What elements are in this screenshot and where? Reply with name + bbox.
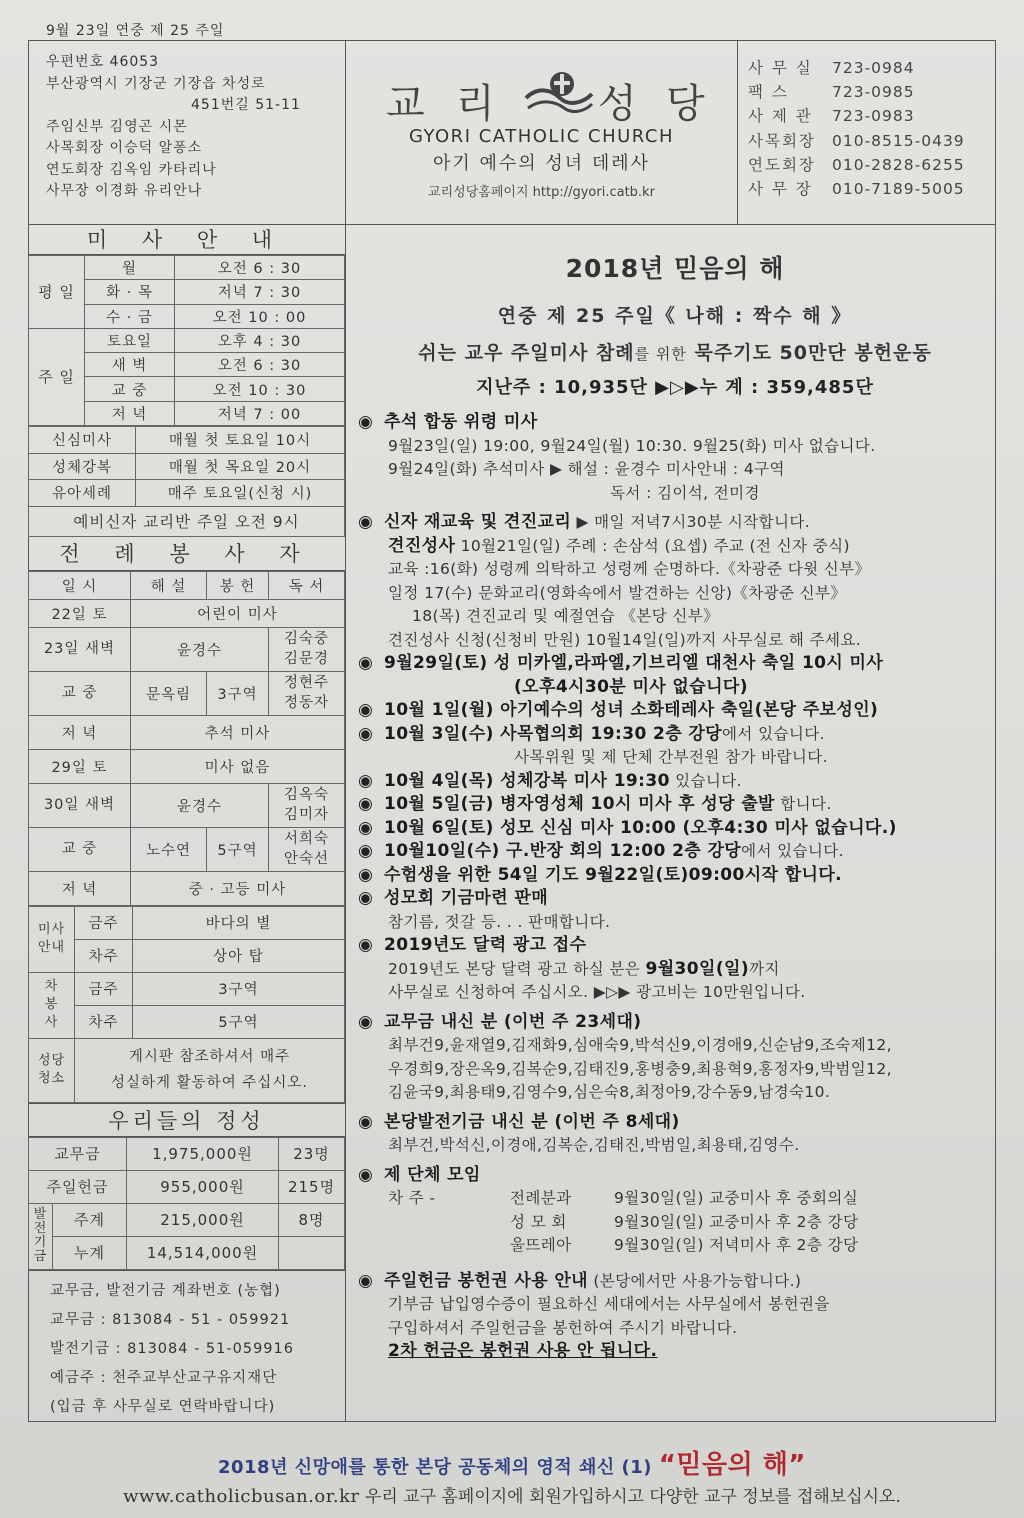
meeting-row	[358, 1211, 996, 1235]
table-row	[29, 328, 345, 352]
footer-theme-highlight: “믿음의 해”	[658, 1450, 806, 1480]
notice-heading	[358, 411, 996, 435]
commentator-cell: 노수연	[131, 827, 207, 871]
notice-title: 10월 3일(수) 사목협의회 19:30 2층 강당	[384, 723, 723, 744]
reader-cell	[269, 827, 345, 871]
notice-text: 까지	[749, 959, 780, 978]
liturgy-servers-table	[28, 571, 345, 906]
notice-heading	[358, 817, 996, 841]
cross-dove-icon	[522, 68, 594, 120]
notice-text: 사목위원 및 제 단체 간부전원 참가 바랍니다.	[514, 748, 829, 766]
notice-text: 견진성사 신청(신청비 만원) 10월14일(일)까지 사무실로 해 주세요.	[388, 630, 862, 649]
bank-line: 예금주 : 천주교부산교구유지재단	[50, 1369, 278, 1386]
notice-heading	[358, 864, 996, 888]
notice-title: 수험생을 위한 54일 기도 9월22일(토)09:00시작 합니다.	[384, 864, 843, 885]
mass-schedule-table	[28, 255, 345, 426]
campaign-part: 를 위한	[634, 345, 687, 363]
date-cell: 23일 새벽	[29, 627, 131, 671]
week-cell: 금주	[75, 906, 133, 939]
catechumen-class: 예비신자 교리반 주일 오전 9시	[29, 506, 345, 536]
rosary-count: 지난주 : 10,935단 ▶▷▶누 계 : 359,485단	[476, 377, 874, 398]
reader-cell	[269, 671, 345, 715]
notice-text: 에서 있습니다.	[722, 724, 825, 743]
time-cell: 오전 10 : 30	[175, 377, 345, 401]
contact-row	[748, 80, 996, 104]
notice-text	[358, 958, 996, 982]
group-cell: 상아 탑	[133, 939, 345, 972]
office-manager: 사무장 이경화 유리안나	[46, 183, 203, 199]
reader-name: 안숙선	[283, 851, 330, 868]
notice-title: 신자 재교육 및 견진교리	[384, 512, 572, 532]
commentator-cell: 윤경수	[131, 783, 269, 827]
logo-char-2: 리	[456, 81, 495, 127]
liturgy-servers-title: 전 례 봉 사 자	[28, 537, 345, 571]
note-cell: 추석 미사	[131, 715, 345, 749]
notice-text: 18(목) 견진교리 및 예절연습 《본당 신부》	[412, 607, 720, 625]
cleaning-text: 성실하게 활동하여 주십시오.	[111, 1075, 308, 1092]
homepage-link[interactable]: 교리성당홈페이지 http://gyori.catb.kr	[428, 185, 655, 200]
duty-table	[28, 906, 345, 1103]
bullet-icon: ◉	[358, 888, 374, 908]
offering-count: 23명	[279, 1137, 345, 1170]
meeting-group: 울뜨레아	[510, 1236, 572, 1254]
table-row	[29, 1038, 345, 1102]
group-cell: 바다의 별	[133, 906, 345, 939]
offertory-cell: 3구역	[207, 671, 269, 715]
special-mass-label: 성체강복	[29, 453, 136, 480]
commentator-cell: 문옥림	[131, 671, 207, 715]
contact-number: 723-0983	[832, 107, 915, 126]
offering-label: 교무금	[29, 1137, 127, 1170]
bank-line: 발전기금 : 813084 - 51-059916	[50, 1340, 294, 1357]
bank-line: 교무금 : 813084 - 51 - 059921	[50, 1311, 291, 1328]
logo-char-3: 성	[598, 81, 637, 127]
footer-diocese	[0, 1482, 1024, 1507]
notice-title: 10월 1일(월) 아기예수의 성녀 소화테레사 축일(본당 주보성인)	[384, 700, 879, 720]
church-info	[28, 40, 346, 225]
note-cell: 어린이 미사	[131, 599, 345, 627]
weekday-label: 평 일	[29, 256, 85, 329]
offering-count: 8명	[279, 1203, 345, 1236]
day-cell: 저 녁	[85, 401, 175, 425]
offering-table	[28, 1137, 345, 1270]
notice-heading	[358, 793, 996, 817]
notice-text: ▶ 매일 저녁7시30분 시작합니다.	[571, 513, 811, 531]
notice-title: 제 단체 모임	[384, 1164, 481, 1185]
table-row	[29, 571, 345, 599]
date-cell: 30일 새벽	[29, 783, 131, 827]
date-cell: 22일 토	[29, 599, 131, 627]
table-row	[29, 1005, 345, 1038]
liturgical-week: 연중 제 25 주일《 나해 : 짝수 해 》	[497, 305, 853, 327]
meeting-time: 9월30일(일) 저녁미사 후 2층 강당	[614, 1236, 859, 1254]
notice-heading	[358, 1164, 996, 1188]
table-row	[29, 480, 345, 507]
meeting-row	[358, 1234, 996, 1258]
day-cell: 화 · 목	[85, 280, 175, 304]
day-cell: 수 · 금	[85, 304, 175, 328]
reader-name: 서희숙	[283, 831, 330, 848]
footer-theme	[0, 1444, 1024, 1481]
notice-title: 9월29일(토) 성 미카엘,라파엘,기브리엘 대천사 축일 10시 미사	[384, 653, 884, 673]
reader-name: 김옥숙	[283, 787, 330, 804]
bullet-icon: ◉	[358, 700, 374, 720]
notice-heading	[358, 1270, 996, 1294]
notice-text	[358, 535, 996, 559]
bullet-icon: ◉	[358, 723, 374, 744]
notice-title: 본당발전기금 내신 분 (이번 주 8세대)	[384, 1111, 680, 1132]
contact-row	[748, 129, 996, 153]
offertory-cell: 5구역	[207, 827, 269, 871]
time-cell: 저녁 7 : 30	[175, 280, 345, 304]
yeondo-president: 연도회장 김옥임 카타리나	[46, 161, 217, 178]
day-cell: 토요일	[85, 328, 175, 352]
pastor: 주임신부 김영곤 시몬	[46, 118, 188, 135]
notice-heading	[358, 652, 996, 676]
bullet-icon: ◉	[358, 1270, 374, 1291]
meeting-group: 전례분과	[510, 1189, 572, 1207]
notice-text: 에서 있습니다.	[741, 842, 844, 860]
offering-amount: 1,975,000원	[127, 1137, 279, 1170]
table-row	[29, 427, 345, 454]
notice-emphasis: 9월30일(일)	[645, 958, 749, 979]
footer-theme-text: 2018년 신망애를 통한 본당 공동체의 영적 쇄신 (1)	[217, 1457, 659, 1478]
main-column	[346, 225, 996, 1422]
table-row	[29, 939, 345, 972]
table-row	[29, 453, 345, 480]
bullet-icon: ◉	[358, 1111, 374, 1132]
bullet-icon: ◉	[358, 864, 374, 885]
contact-list	[738, 40, 996, 225]
cleaning-note	[75, 1038, 345, 1102]
diocese-url-link[interactable]: www.catholicbusan.or.kr	[123, 1486, 360, 1507]
offering-label: 주일헌금	[29, 1170, 127, 1203]
footer-diocese-text: 우리 교구 홈페이지에 회원가입하시고 다양한 교구 정보를 접해보십시오.	[359, 1487, 901, 1507]
table-row	[29, 871, 345, 905]
contact-row	[748, 104, 996, 128]
day-cell: 교 중	[85, 377, 175, 401]
patron-saint: 아기 예수의 성녀 데레사	[432, 153, 651, 174]
contact-label: 사 무 실	[748, 59, 813, 77]
day-cell: 새 벽	[85, 353, 175, 377]
mass-guide-label: 미사 안내	[29, 906, 75, 972]
notice-text: 2019년도 본당 달력 광고 하실 분은	[388, 959, 646, 978]
notice-text: 최부건,박석신,이경애,김복순,김태진,박범일,최용태,김영수.	[388, 1136, 800, 1154]
year-theme-title: 2018년 믿음의 해	[565, 254, 785, 283]
date-cell: 교 중	[29, 827, 131, 871]
table-row	[29, 256, 345, 280]
meeting-time: 9월30일(일) 교중미사 후 중회의실	[614, 1189, 859, 1207]
campaign-part: 쉬는 교우 주일미사 참례	[418, 342, 635, 364]
offering-label: 주계	[53, 1203, 127, 1236]
reader-name: 정현주	[283, 675, 330, 692]
date-cell: 저 녁	[29, 715, 131, 749]
notice-title: 추석 합동 위령 미사	[384, 412, 538, 432]
notice-title: 성모회 기금마련 판매	[384, 888, 549, 908]
notice-text: 합니다.	[774, 795, 832, 813]
church-title	[346, 40, 738, 225]
week-cell: 차주	[75, 1005, 133, 1038]
notice-heading	[358, 723, 996, 747]
notice-heading	[358, 934, 996, 958]
contact-number: 723-0985	[832, 83, 915, 102]
notice-heading	[358, 770, 996, 794]
address-line1: 부산광역시 기장군 기장읍 차성로	[46, 75, 266, 92]
dateline: 9월 23일 연중 제 25 주일	[46, 23, 225, 39]
offering-amount: 955,000원	[127, 1170, 279, 1203]
special-mass-label: 신심미사	[29, 427, 136, 454]
english-name: GYORI CATHOLIC CHURCH	[408, 126, 675, 147]
bullet-icon: ◉	[358, 653, 374, 673]
commentator-cell: 윤경수	[131, 627, 269, 671]
special-mass-label: 유아세례	[29, 480, 136, 507]
offering-label: 누계	[53, 1236, 127, 1269]
table-row	[29, 1203, 345, 1236]
time-cell: 오후 4 : 30	[175, 328, 345, 352]
date-cell: 교 중	[29, 671, 131, 715]
bullet-icon: ◉	[358, 412, 374, 432]
offering-count: 215명	[279, 1170, 345, 1203]
reader-name: 김숙중	[283, 631, 330, 648]
column-header: 독 서	[269, 571, 345, 599]
table-row	[29, 827, 345, 871]
notice-text: 교육 :16(화) 성령께 의탁하고 성령께 순명하다.《차광준 다윗 신부》	[388, 560, 871, 578]
table-row	[29, 749, 345, 783]
table-row	[29, 627, 345, 671]
notice-text: 일정 17(수) 문화교리(영화속에서 발견하는 신앙)《차광준 신부》	[388, 583, 847, 602]
notice-heading	[358, 887, 996, 911]
postal-code: 우편번호 46053	[46, 54, 160, 70]
contact-row	[748, 56, 996, 80]
table-row	[29, 906, 345, 939]
week-cell: 차주	[75, 939, 133, 972]
address-line2: 451번길 51-11	[191, 97, 301, 113]
column-header: 봉 헌	[207, 571, 269, 599]
date-cell: 29일 토	[29, 749, 131, 783]
reader-name: 김문경	[283, 651, 330, 668]
mass-schedule-title: 미 사 안 내	[28, 225, 345, 255]
bullet-icon: ◉	[358, 794, 374, 814]
notice-text: 사무실로 신청하여 주십시오. ▶▷▶ 광고비는 10만원입니다.	[388, 983, 806, 1001]
contact-number: 010-2828-6255	[832, 155, 965, 174]
dev-fund-label: 발 전 기 금	[29, 1203, 53, 1269]
group-cell: 5구역	[133, 1005, 345, 1038]
notice-text: 기부금 납입영수증이 필요하신 세대에서는 사무실에서 봉헌권을	[388, 1295, 830, 1313]
contact-row	[748, 177, 996, 201]
time-cell: 저녁 7 : 00	[175, 401, 345, 425]
notice-text: 김윤국9,최용태9,김영수9,심은숙8,최정아9,강수동9,남경숙10.	[388, 1083, 831, 1101]
contact-label: 사 무 장	[748, 180, 813, 199]
council-president: 사목회장 이승덕 알퐁소	[46, 140, 203, 156]
notice-heading	[358, 840, 996, 864]
contact-label: 팩 스	[748, 83, 789, 102]
notice-list	[354, 411, 996, 1364]
sunday-label: 주 일	[29, 328, 85, 425]
notice-title: 10월10일(수) 구.반장 회의 12:00 2층 강당	[384, 841, 742, 861]
special-mass-time: 매월 첫 목요일 20시	[136, 453, 345, 480]
offering-amount: 215,000원	[127, 1203, 279, 1236]
bank-account-info	[28, 1270, 345, 1422]
notice-heading	[358, 1111, 996, 1135]
logo-char-4: 당	[666, 81, 705, 127]
notice-title: 교무금 내신 분 (이번 주 23세대)	[384, 1011, 642, 1032]
notice-text: 있습니다.	[669, 771, 742, 790]
reader-name: 김미자	[283, 807, 330, 824]
notice-title: 주일헌금 봉헌권 사용 안내	[384, 1270, 588, 1291]
offering-title: 우리들의 정성	[28, 1103, 345, 1137]
notice-text: 10월21일(일) 주례 : 손삼석 (요셉) 주교 (전 신자 중식)	[455, 536, 850, 555]
time-cell: 오전 6 : 30	[175, 353, 345, 377]
notice-text: 구입하셔서 주일헌금을 봉헌하여 주시기 바랍니다.	[388, 1318, 738, 1337]
table-row	[29, 715, 345, 749]
special-mass-time: 매월 첫 토요일 10시	[136, 427, 345, 454]
logo-char-1: 교	[386, 81, 425, 127]
note-cell: 중 · 고등 미사	[131, 871, 345, 905]
notice-heading	[358, 1011, 996, 1035]
group-cell: 3구역	[133, 972, 345, 1005]
table-row	[29, 506, 345, 536]
table-row	[29, 1170, 345, 1203]
tea-service-label: 차 봉사	[29, 972, 75, 1038]
rosary-campaign	[354, 338, 996, 365]
bank-line: 교무금, 발전기금 계좌번호 (농협)	[50, 1282, 281, 1299]
notice-heading	[358, 699, 996, 723]
contact-number: 010-8515-0439	[832, 131, 965, 150]
special-mass-time: 매주 토요일(신청 시)	[136, 480, 345, 507]
notice-text: 우경희9,장은옥9,김복순9,김태진9,홍병충9,최용혁9,홍정자9,박범일12,	[388, 1059, 892, 1078]
bullet-icon: ◉	[358, 1011, 374, 1032]
reader-name: 정동자	[283, 695, 330, 712]
bullet-icon: ◉	[358, 1164, 374, 1185]
table-row	[29, 671, 345, 715]
time-cell: 오전 6 : 30	[175, 256, 345, 280]
bullet-icon: ◉	[358, 817, 374, 838]
special-mass-table	[28, 426, 345, 537]
contact-label: 사목회장	[748, 131, 816, 150]
contact-number: 723-0984	[832, 59, 915, 77]
notice-text: (본당에서만 사용가능합니다.)	[588, 1271, 802, 1290]
notice-text	[358, 676, 996, 700]
notice-title: 10월 5일(금) 병자영성체 10시 미사 후 성당 출발	[384, 794, 775, 814]
bullet-icon: ◉	[358, 512, 374, 532]
church-logo	[346, 68, 737, 127]
left-sidebar	[28, 225, 346, 1422]
column-header: 일 시	[29, 571, 131, 599]
meeting-group: 성 모 회	[510, 1212, 567, 1231]
bullet-icon: ◉	[358, 770, 374, 791]
header	[28, 40, 996, 225]
table-row	[29, 599, 345, 627]
notice-text: 최부건9,윤재열9,김재화9,심애숙9,박석신9,이경애9,신순남9,조숙제12,	[388, 1036, 892, 1054]
campaign-part: 묵주기도 50만단 봉헌운동	[686, 342, 932, 364]
note-cell: 미사 없음	[131, 749, 345, 783]
table-row	[29, 783, 345, 827]
notice-text: 독서 : 김이석, 전미경	[610, 483, 760, 502]
reader-cell	[269, 627, 345, 671]
contact-row	[748, 153, 996, 177]
bullet-icon: ◉	[358, 841, 374, 861]
bank-line: (입금 후 사무실로 연락바랍니다)	[50, 1398, 276, 1415]
meeting-time: 9월30일(일) 교중미사 후 2층 강당	[614, 1212, 859, 1231]
notice-text	[358, 1340, 996, 1364]
week-cell: 금주	[75, 972, 133, 1005]
contact-number: 010-7189-5005	[832, 180, 965, 199]
table-row	[29, 1137, 345, 1170]
notice-emphasis: 2차 헌금은 봉헌권 사용 안 됩니다.	[388, 1341, 658, 1361]
table-row	[29, 972, 345, 1005]
notice-text: 9월23일(일) 19:00, 9월24일(월) 10:30. 9월25(화) 미사 없습니다.	[388, 436, 876, 455]
contact-label: 연도회장	[748, 155, 816, 174]
offering-amount: 14,514,000원	[127, 1236, 279, 1269]
contact-label: 사 제 관	[748, 107, 813, 126]
meeting-row	[358, 1187, 996, 1211]
notice-text: 9월24일(화) 추석미사 ▶ 해설 : 윤경수 미사안내 : 4구역	[388, 460, 785, 478]
notice-emphasis: (오후4시30분 미사 없습니다)	[514, 676, 748, 697]
column-header: 해 설	[131, 571, 207, 599]
table-row	[29, 1236, 345, 1269]
notice-text: 참기름, 젓갈 등. . . 판매합니다.	[388, 912, 611, 931]
notice-title: 2019년도 달력 광고 접수	[384, 935, 587, 955]
cleaning-label: 성당 청소	[29, 1038, 75, 1102]
cleaning-text: 게시판 참조하셔서 매주	[128, 1049, 291, 1066]
notice-emphasis: 견진성사	[388, 535, 456, 556]
reader-cell	[269, 783, 345, 827]
date-cell: 저 녁	[29, 871, 131, 905]
offering-count	[279, 1236, 345, 1269]
notice-title: 10월 4일(목) 성체강복 미사 19:30	[384, 770, 670, 791]
bullet-icon: ◉	[358, 935, 374, 955]
notice-heading	[358, 511, 996, 535]
day-cell: 월	[85, 256, 175, 280]
meeting-week: 차 주 -	[388, 1189, 436, 1207]
time-cell: 오전 10 : 00	[175, 304, 345, 328]
notice-title: 10월 6일(토) 성모 신심 미사 10:00 (오후4:30 미사 없습니다.)	[384, 817, 897, 838]
